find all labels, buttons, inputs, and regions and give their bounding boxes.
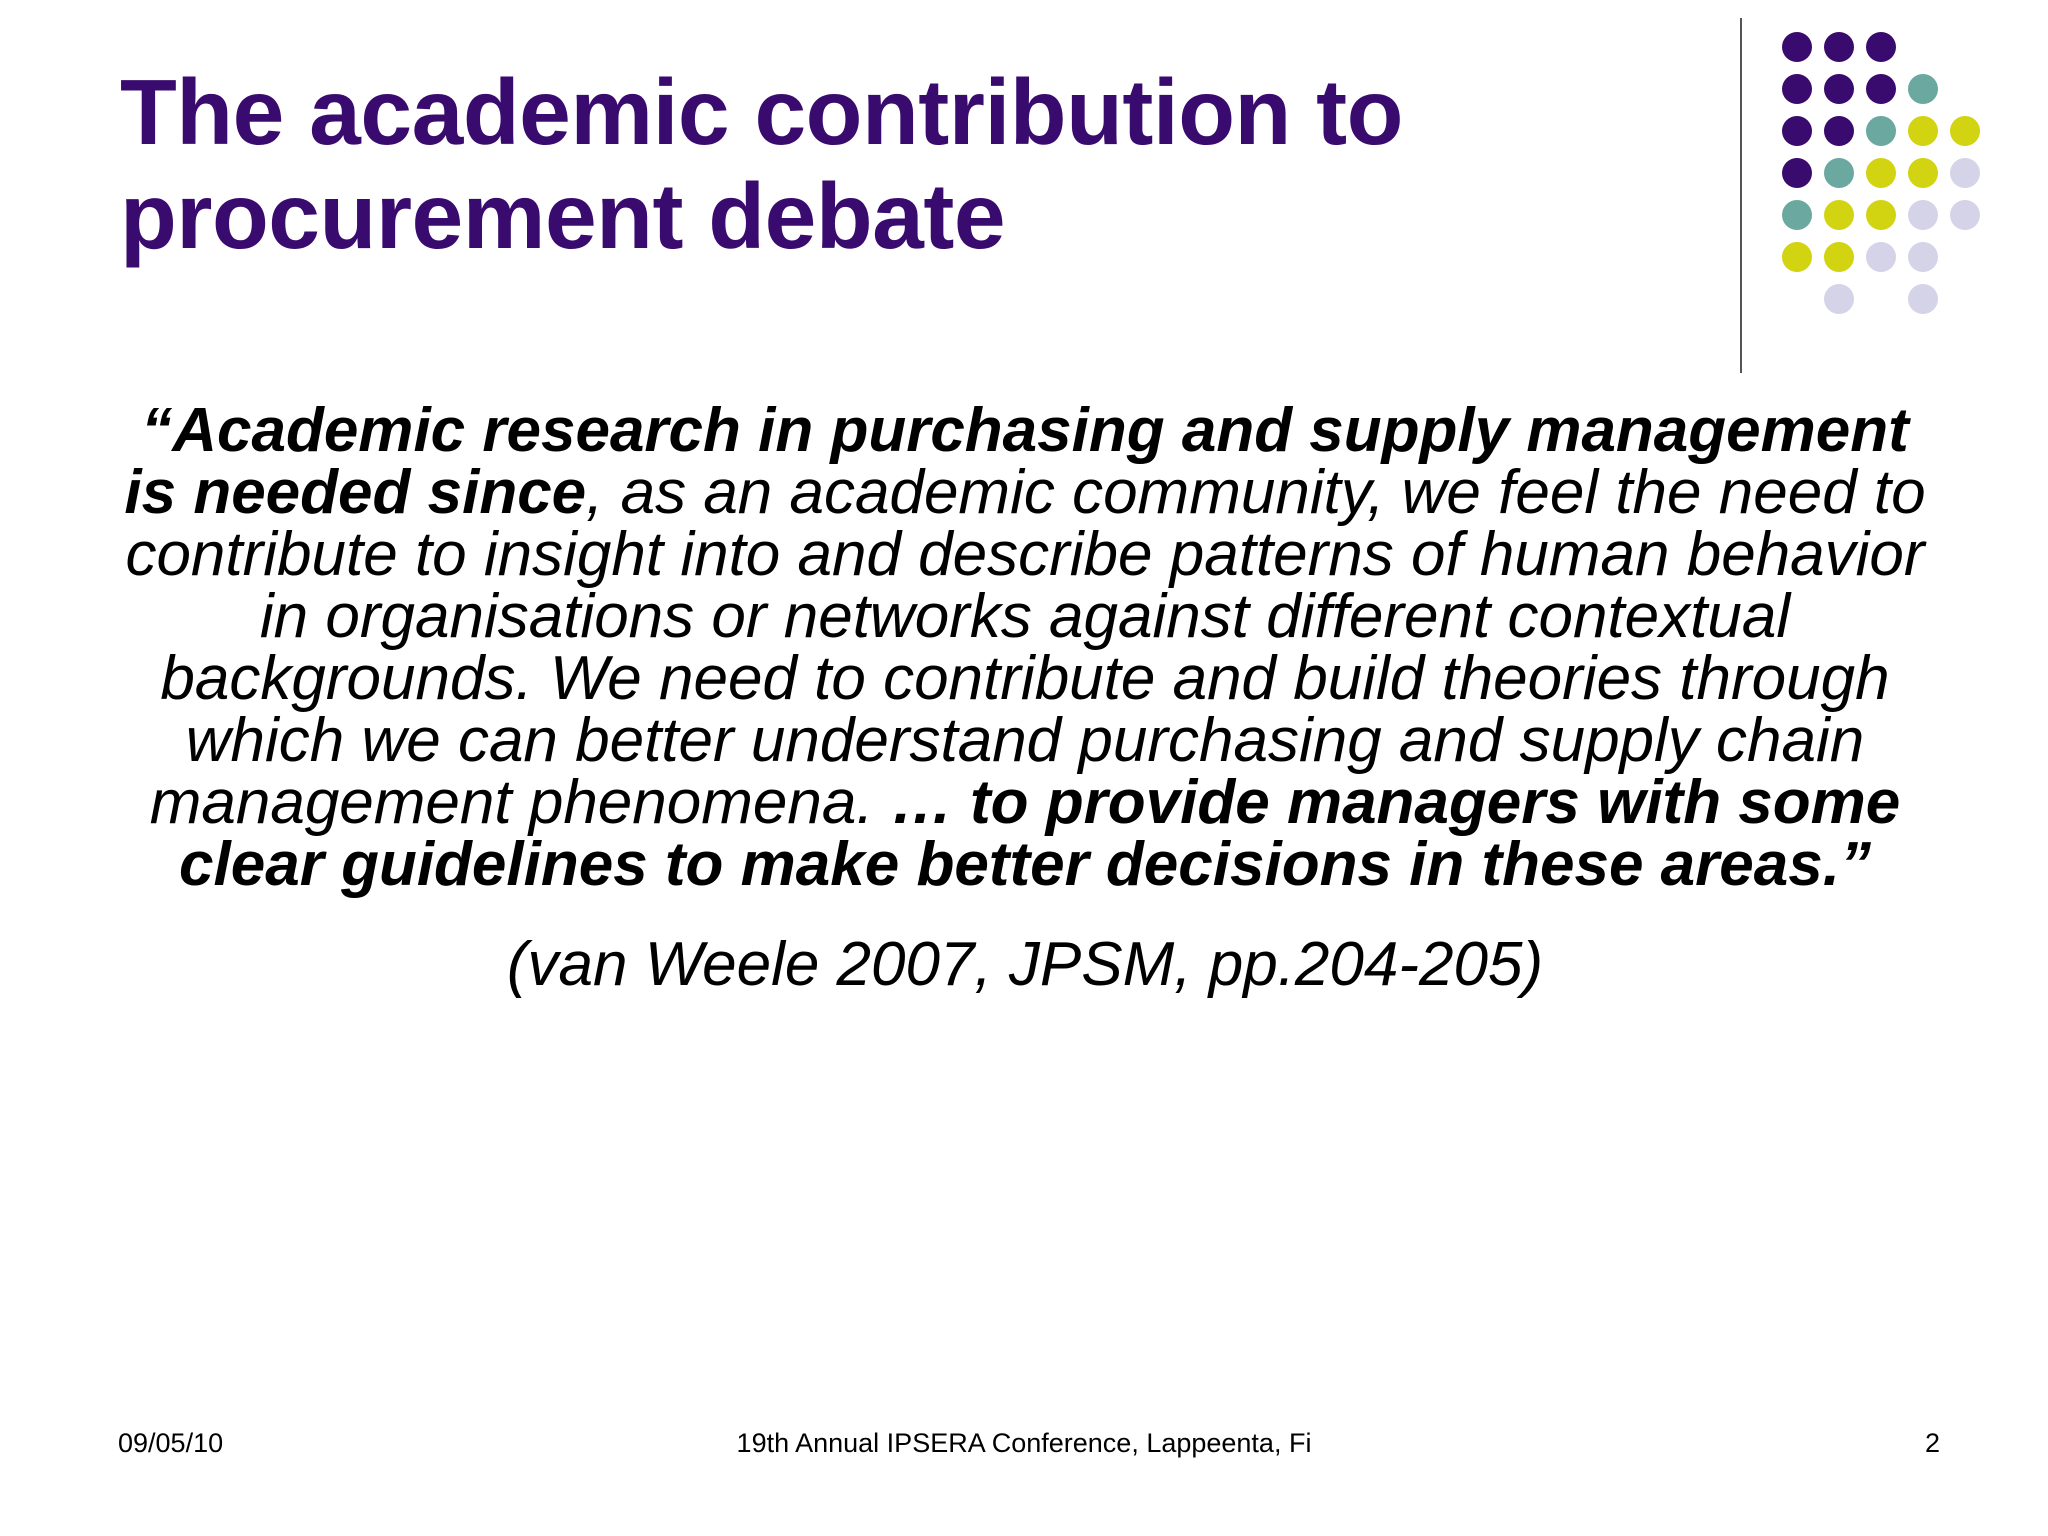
quote-part-1: “Academic research in purchasing and supply management is needed since — [124, 396, 1909, 527]
logo-dot — [1782, 242, 1812, 272]
quote-part-2: , as an academic community, we feel the need to contribute to insight into and describe patterns of human behavior in organisations or networks against different contextual backgrounds. We need to contribute and build theories through which we can better understand purchasing and supply chain management phenomena. — [125, 458, 1926, 837]
logo-dot — [1824, 158, 1854, 188]
logo-dot — [1950, 158, 1980, 188]
logo-dot — [1824, 32, 1854, 62]
quote-paragraph — [120, 396, 1930, 899]
logo-dot — [1950, 200, 1980, 230]
logo-dot — [1782, 158, 1812, 188]
quote-attribution: (van Weele 2007, JPSM, pp.204-205) — [506, 930, 1544, 999]
logo-dot — [1908, 284, 1938, 314]
logo-dot — [1824, 284, 1854, 314]
logo-dot — [1908, 74, 1938, 104]
logo-dot — [1866, 116, 1896, 146]
logo-dot — [1866, 242, 1896, 272]
quote-part-3: … to provide managers with some clear guidelines to make better decisions in these areas.” — [179, 768, 1901, 899]
logo-dot — [1782, 116, 1812, 146]
footer-date: 09/05/10 — [118, 1428, 224, 1458]
quote-block — [120, 396, 1930, 999]
logo-dot — [1824, 74, 1854, 104]
logo-dot — [1908, 242, 1938, 272]
logo-dot — [1866, 74, 1896, 104]
logo-dot — [1908, 200, 1938, 230]
page-title: The academic contribution to procurement debate — [120, 60, 1403, 269]
logo-dot — [1866, 32, 1896, 62]
logo-dot — [1908, 116, 1938, 146]
logo-dot — [1782, 200, 1812, 230]
dot-grid-logo — [1740, 18, 1990, 348]
footer-conference-text: 19th Annual IPSERA Conference, Lappeenta, Fi — [736, 1428, 1312, 1458]
logo-dot — [1866, 158, 1896, 188]
footer-page-number: 2 — [1924, 1428, 1940, 1458]
logo-dot — [1824, 200, 1854, 230]
logo-dot — [1908, 158, 1938, 188]
logo-dot — [1866, 200, 1896, 230]
footer-conference — [0, 1428, 2048, 1459]
logo-dot — [1782, 74, 1812, 104]
logo-dot — [1824, 116, 1854, 146]
logo-dot — [1782, 32, 1812, 62]
logo-divider-line — [1740, 18, 1742, 373]
logo-dot — [1824, 242, 1854, 272]
logo-dot — [1950, 116, 1980, 146]
